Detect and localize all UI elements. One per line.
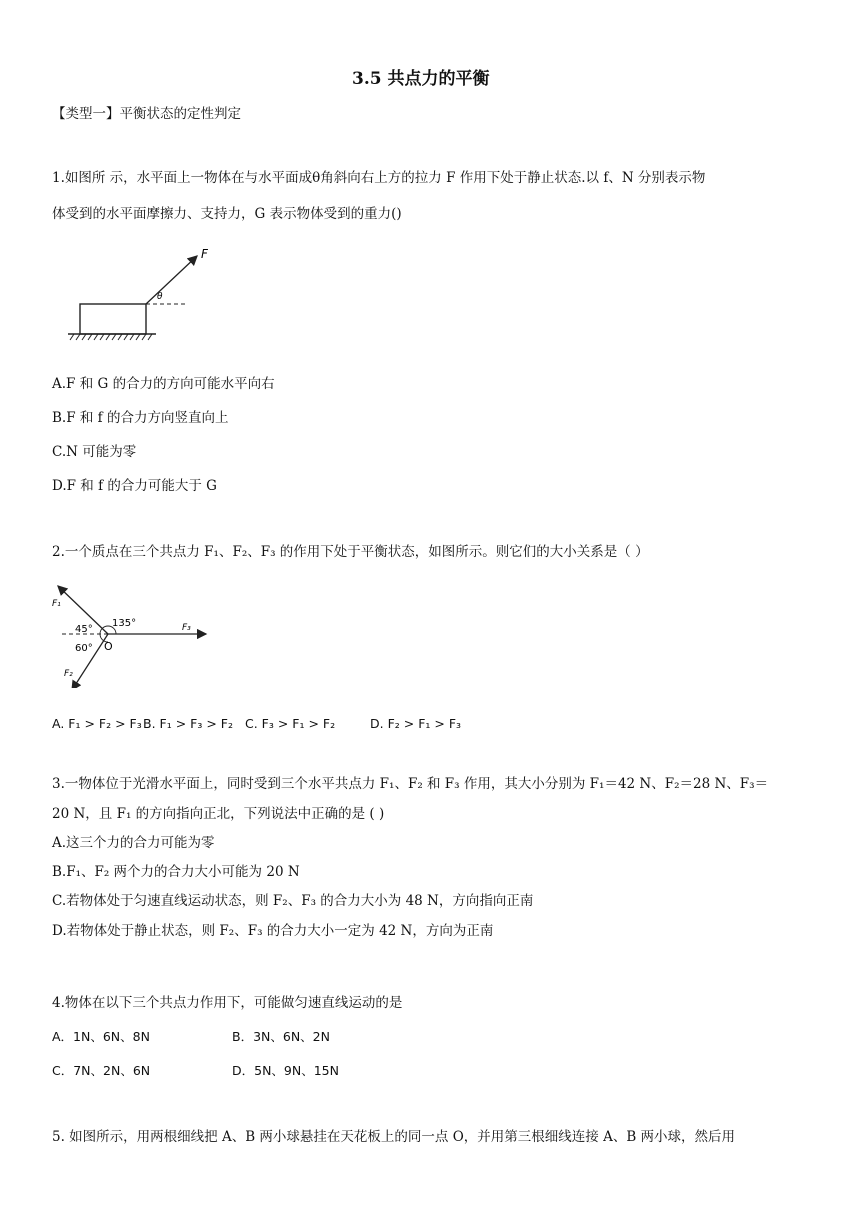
q4-stem: 4.物体在以下三个共点力作用下，可能做匀速直线运动的是 xyxy=(52,995,403,1011)
q1-option-a: A.F 和 G 的合力的方向可能水平向右 xyxy=(52,376,275,392)
force-label: F xyxy=(201,247,208,261)
q3-option-a: A.这三个力的合力可能为零 xyxy=(52,835,215,851)
q2-figure xyxy=(50,578,220,688)
q2-option-c: C. F₃ > F₁ > F₂ xyxy=(245,716,336,731)
q3-stem-line2: 20 N，且 F₁ 的方向指向正北，下列说法中正确的是 ( ) xyxy=(52,806,385,822)
q4-option-c: C．7N、2N、6N xyxy=(52,1063,151,1078)
block xyxy=(80,304,146,334)
q1-option-b: B.F 和 f 的合力方向竖直向上 xyxy=(52,410,229,426)
q1-option-d: D.F 和 f 的合力可能大于 G xyxy=(52,478,217,494)
q4-option-b: B．3N、6N、2N xyxy=(232,1029,330,1044)
q1-figure xyxy=(60,244,220,344)
q1-stem-line2: 体受到的水平面摩擦力、支持力，G 表示物体受到的重力() xyxy=(52,206,402,222)
angle-label: θ xyxy=(157,292,163,302)
q3-option-b: B.F₁、F₂ 两个力的合力大小可能为 20 N xyxy=(52,864,300,880)
q3-option-d: D.若物体处于静止状态，则 F₂、F₃ 的合力大小一定为 42 N，方向为正南 xyxy=(52,923,494,939)
page-title: 3.5 共点力的平衡 xyxy=(352,69,490,89)
q2-stem: 2.一个质点在三个共点力 F₁、F₂、F₃ 的作用下处于平衡状态，如图所示。则它们的大小关系是（ ） xyxy=(52,544,649,560)
q1-stem-line1: 1.如图所 示，水平面上一物体在与水平面成θ角斜向右上方的拉力 F 作用下处于静止状态.以 f、N 分别表示物 xyxy=(52,170,706,186)
q2-option-b: B. F₁ > F₃ > F₂ xyxy=(143,716,233,731)
q1-option-c: C.N 可能为零 xyxy=(52,444,137,460)
angle-60-label: 60° xyxy=(75,643,93,654)
q4-option-d: D．5N、9N、15N xyxy=(232,1063,339,1078)
q3-option-c: C.若物体处于匀速直线运动状态，则 F₂、F₃ 的合力大小为 48 N，方向指向正南 xyxy=(52,893,534,909)
section-heading: 【类型一】平衡状态的定性判定 xyxy=(52,106,241,122)
origin-label: O xyxy=(104,640,113,653)
f1-label: F₁ xyxy=(52,599,61,609)
force-arrow xyxy=(146,256,197,304)
angle-45-label: 45° xyxy=(75,624,93,635)
f3-label: F₃ xyxy=(182,623,191,633)
ground-hatch xyxy=(70,334,152,340)
q2-option-a: A. F₁ > F₂ > F₃ xyxy=(52,716,142,731)
q4-option-a: A．1N、6N、8N xyxy=(52,1029,150,1044)
angle-135-label: 135° xyxy=(112,618,137,629)
q3-stem-line1: 3.一物体位于光滑水平面上，同时受到三个水平共点力 F₁、F₂ 和 F₃ 作用，其大小分别为 F₁＝42 N、F₂＝28 N、F₃＝ xyxy=(52,776,769,792)
f2-label: F₂ xyxy=(64,669,73,679)
q5-stem-line1: 5. 如图所示，用两根细线把 A、B 两小球悬挂在天花板上的同一点 O，并用第三根细线连接 A、B 两小球，然后用 xyxy=(52,1129,736,1145)
q2-option-d: D. F₂ > F₁ > F₃ xyxy=(370,716,462,731)
